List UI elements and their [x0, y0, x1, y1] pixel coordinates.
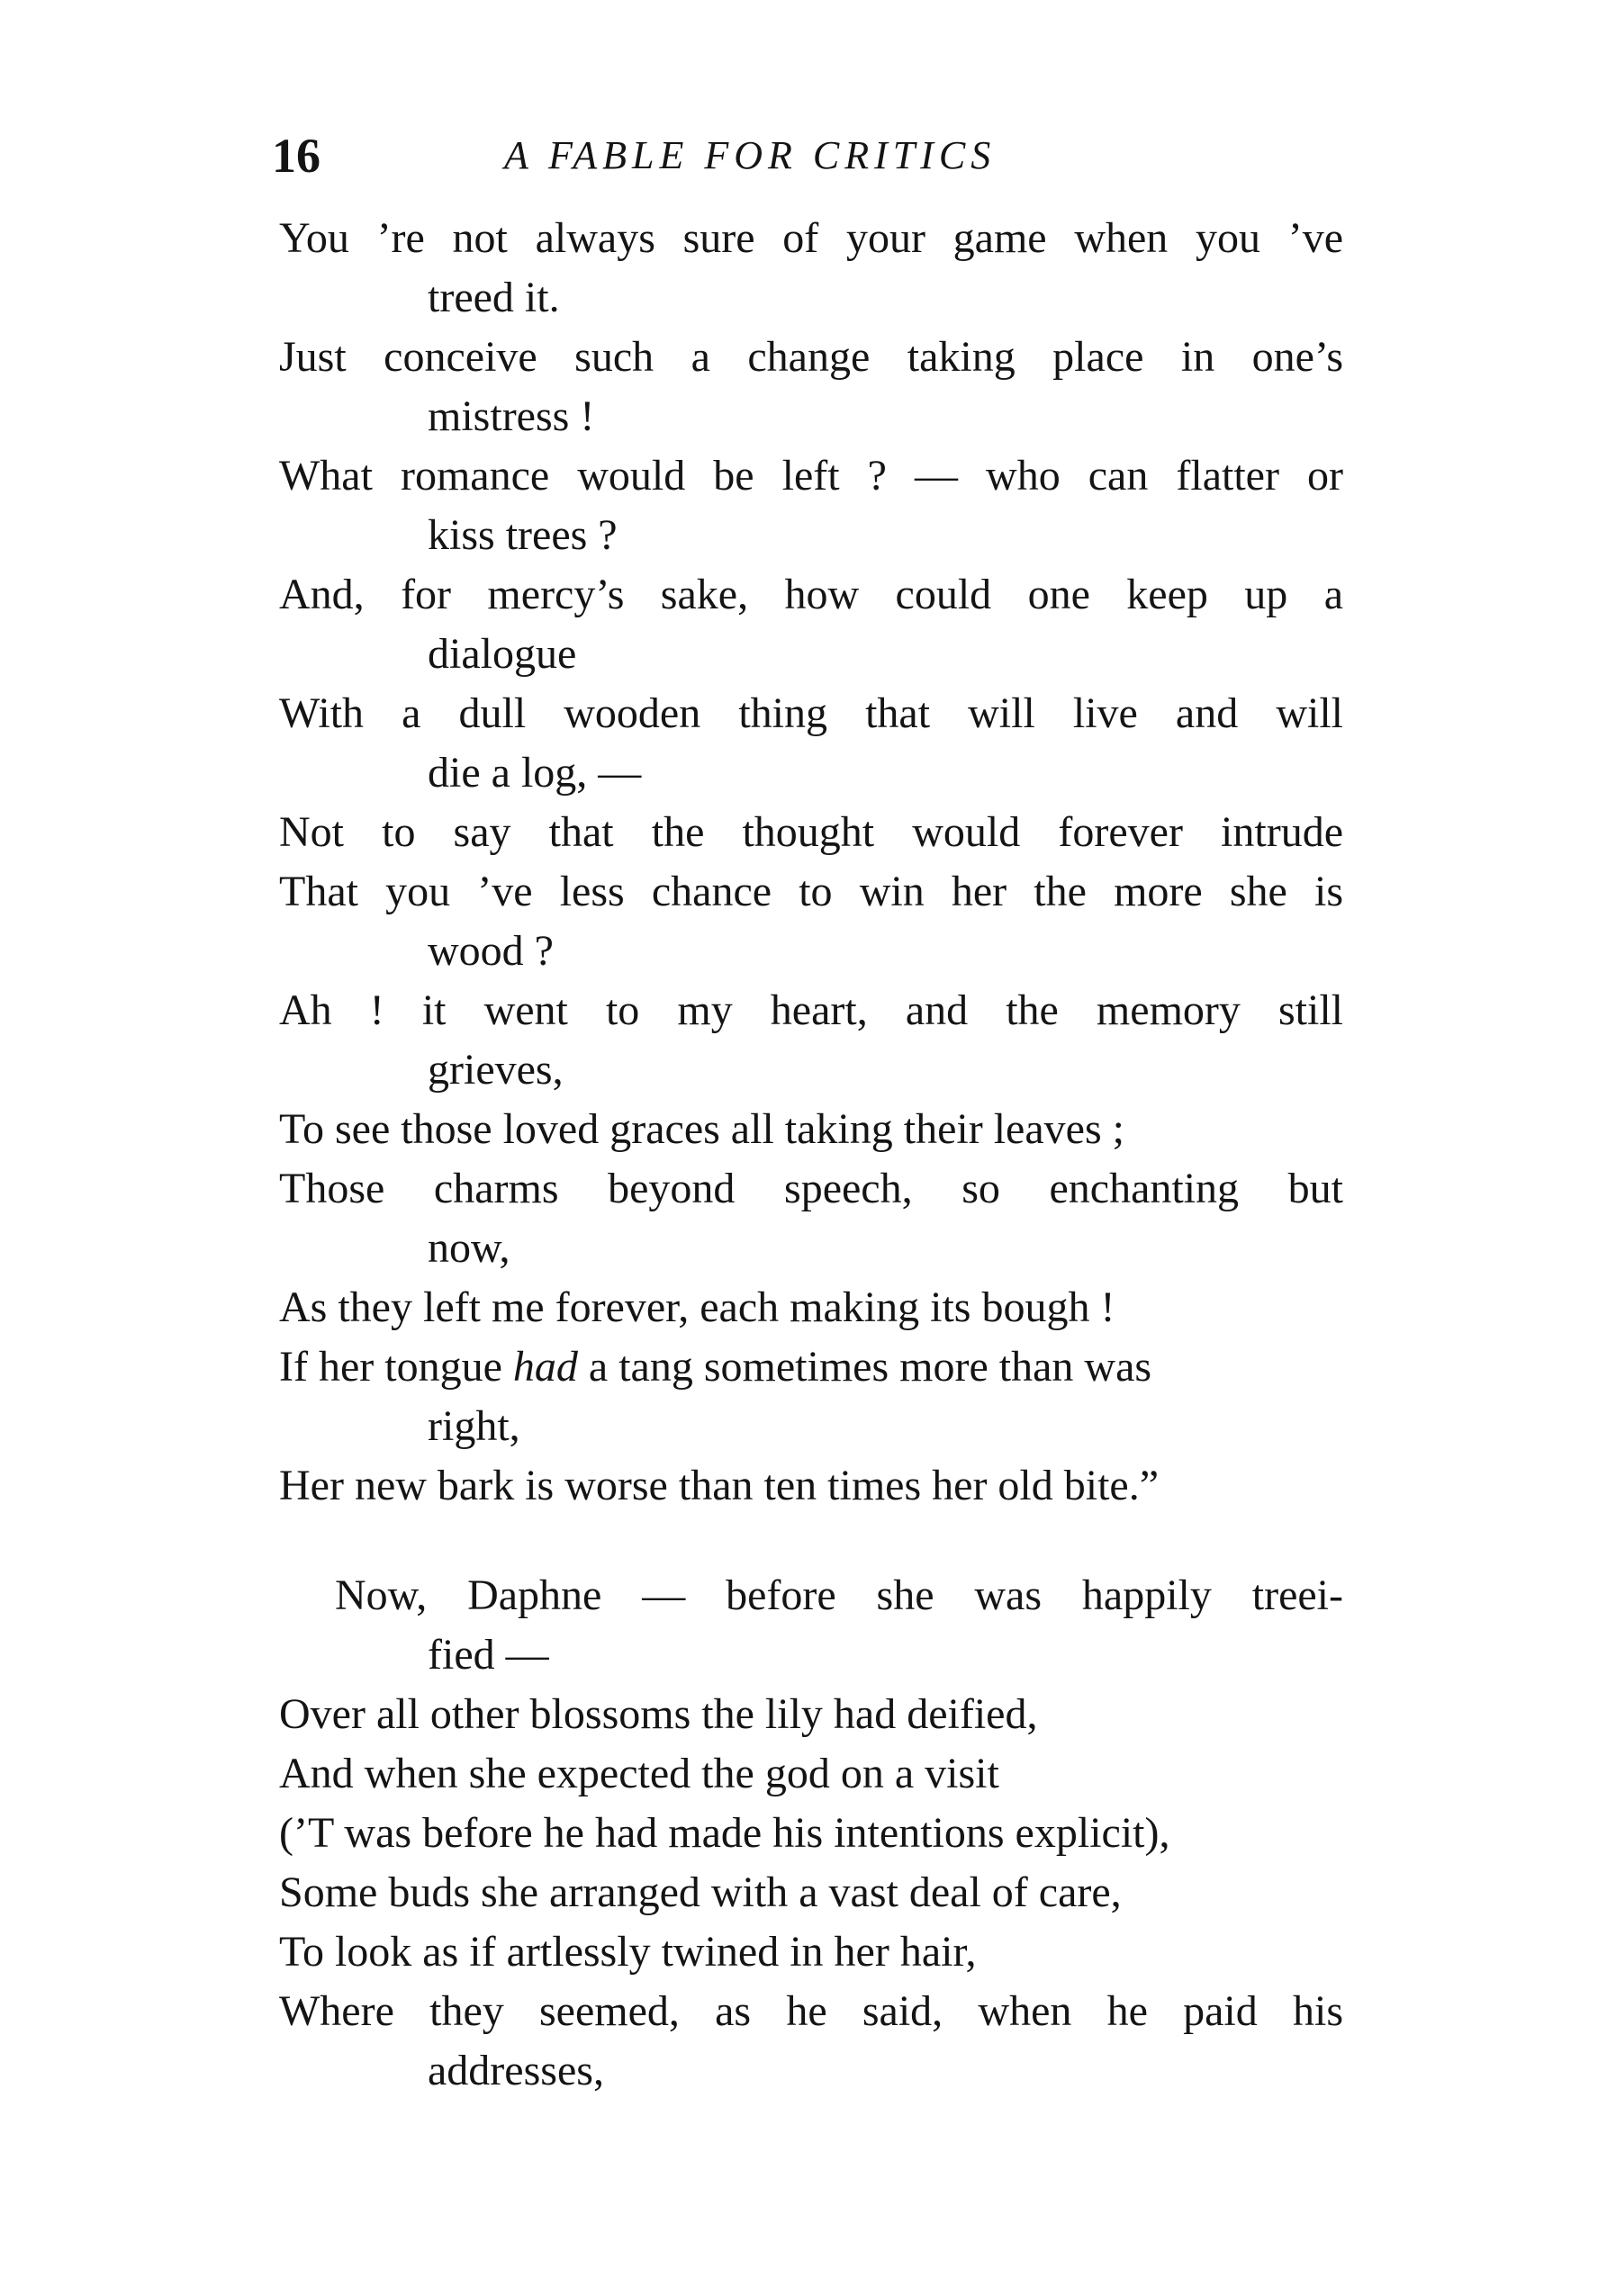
verse-line: To look as if artlessly twined in her hair,: [279, 1928, 977, 1976]
page-number: 16: [272, 129, 320, 183]
verse-line-continuation: mistress !: [428, 392, 595, 440]
verse-line: That you ’ve less chance to win her the more she is: [279, 868, 1343, 915]
verse-line: Those charms beyond speech, so enchanting but: [279, 1165, 1343, 1212]
verse-line: Some buds she arranged with a vast deal of care,: [279, 1868, 1122, 1916]
verse-line: You ’re not always sure of your game when you ’ve: [279, 214, 1343, 262]
verse-line: And, for mercy’s sake, how could one keep up a: [279, 571, 1343, 618]
verse-line: Over all other blossoms the lily had deified,: [279, 1690, 1038, 1738]
verse-line-continuation: right,: [428, 1402, 520, 1450]
verse-line: Just conceive such a change taking place in one’s: [279, 333, 1343, 381]
verse-line-continuation: wood ?: [428, 927, 554, 975]
verse-line-continuation: treed it.: [428, 274, 560, 321]
verse-line: With a dull wooden thing that will live and will: [279, 689, 1343, 737]
verse-line-continuation: dialogue: [428, 630, 577, 678]
verse-line: Ah ! it went to my heart, and the memory still: [279, 986, 1343, 1034]
verse-line: Where they seemed, as he said, when he paid his: [279, 1987, 1343, 2035]
verse-line-continuation: fied —: [428, 1631, 549, 1679]
verse-line: Her new bark is worse than ten times her old bite.”: [279, 1462, 1160, 1509]
verse-line-continuation: addresses,: [428, 2047, 604, 2094]
verse-line-continuation: die a log, —: [428, 749, 642, 797]
verse-line: What romance would be left ? — who can flatter or: [279, 452, 1343, 500]
verse-line-continuation: grieves,: [428, 1046, 564, 1094]
verse-text: a tang sometimes more than was: [577, 1343, 1152, 1391]
emphasized-word: had: [512, 1343, 578, 1391]
verse-line: (’T was before he had made his intentions explicit),: [279, 1809, 1170, 1857]
running-title: A FABLE FOR CRITICS: [504, 133, 997, 177]
page-header: [272, 124, 1352, 187]
verse-line-paragraph-start: Now, Daphne — before she was happily treei-: [335, 1571, 1343, 1619]
verse-line-continuation: kiss trees ?: [428, 511, 618, 559]
verse-line: And when she expected the god on a visit: [279, 1750, 999, 1797]
verse-stanza-2: [279, 1566, 1343, 2101]
verse-text: If her tongue: [279, 1343, 513, 1391]
verse-line-with-emphasis: [279, 1337, 1343, 1397]
verse-line: Not to say that the thought would forever intrude: [279, 808, 1343, 856]
verse-line-continuation: now,: [428, 1224, 510, 1272]
verse-line: To see those loved graces all taking their leaves ;: [279, 1105, 1124, 1153]
verse-stanza-1: [279, 209, 1343, 1516]
verse-line: As they left me forever, each making its bough !: [279, 1283, 1115, 1331]
